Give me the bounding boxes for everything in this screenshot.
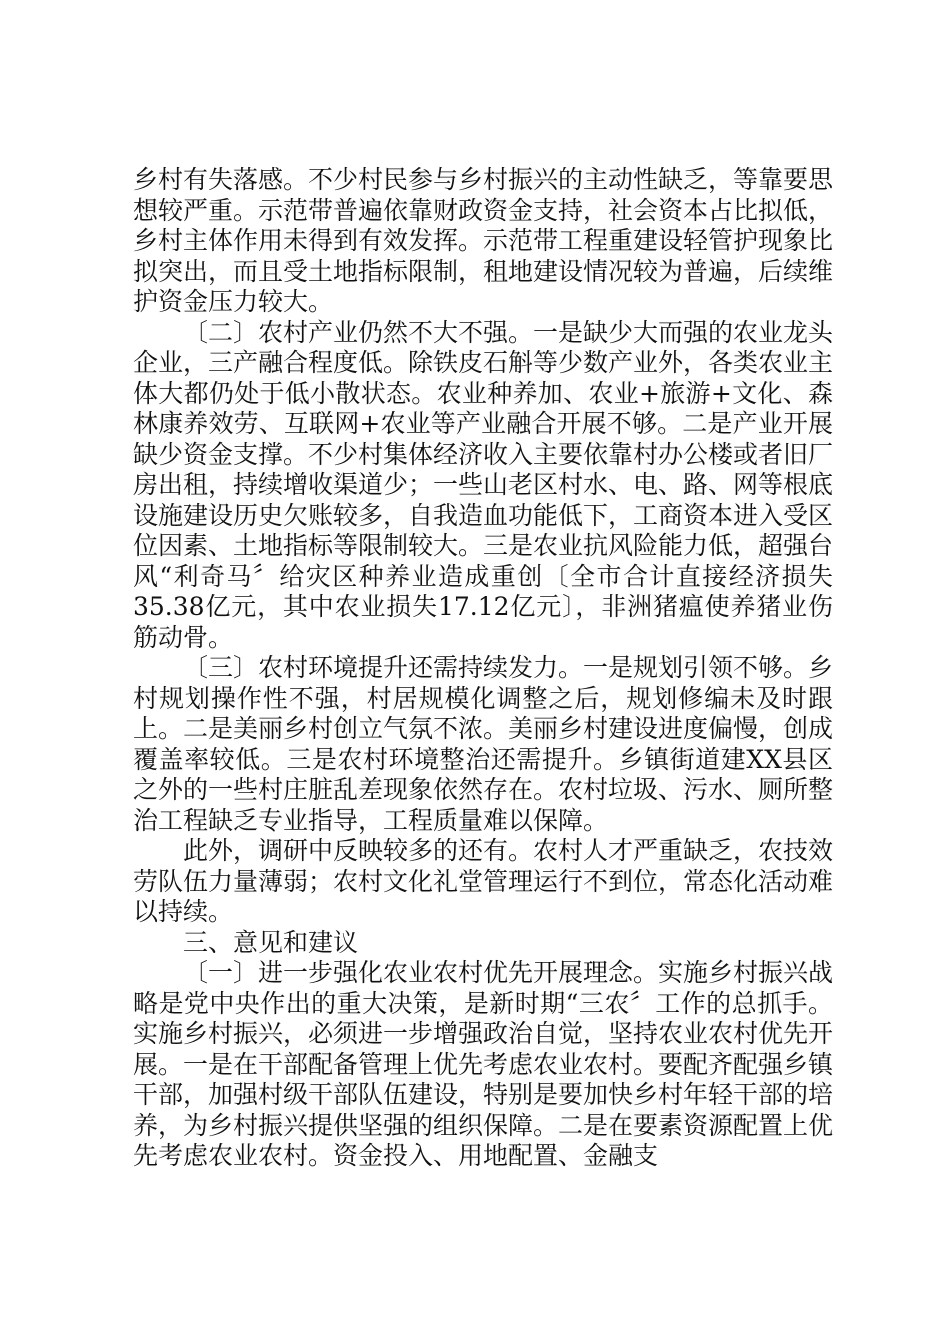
paragraph-section-2: 〔二〕农村产业仍然不大不强。一是缺少大而强的农业龙头企业，三产融合程度低。除铁皮石斛等少数产业外，各类农业主体大都仍处于低小散状态。农业种养加、农业+旅游+文化、森林康养效劳、互联网+农业等产业融合开展不够。二是产业开展缺少资金支撑。不少村集体经济收入主要依靠村办公楼或者旧厂房出租，持续增收渠道少；一些山老区村水、电、路、网等根底设施建设历史欠账较多，自我造血功能低下，工商资本进入受区位因素、土地指标等限制较大。三是农业抗风险能力低，超强台风“利奇马〞给灾区种养业造成重创〔全市合计直接经济损失35.38亿元，其中农业损失17.12亿元〕，非洲猪瘟使养猪业伤筋动骨。 [133,317,834,652]
paragraph-continuation: 乡村有失落感。不少村民参与乡村振兴的主动性缺乏，等靠要思想较严重。示范带普遍依靠财政资金支持，社会资本占比拟低，乡村主体作用未得到有效发挥。示范带工程重建设轻管护现象比拟突出，而且受土地指标限制，租地建设情况较为普遍，后续维护资金压力较大。 [133,165,834,316]
paragraph-additional: 此外，调研中反映较多的还有。农村人才严重缺乏，农技效劳队伍力量薄弱；农村文化礼堂管理运行不到位，常态化活动难以持续。 [133,836,834,926]
paragraph-section-3: 〔三〕农村环境提升还需持续发力。一是规划引领不够。乡村规划操作性不强，村居规模化调整之后，规划修编未及时跟上。二是美丽乡村创立气氛不浓。美丽乡村建设进度偏慢，创成覆盖率较低。三是农村环境整治还需提升。乡镇街道建XX县区之外的一些村庄脏乱差现象依然存在。农村垃圾、污水、厕所整治工程缺乏专业指导，工程质量难以保障。 [133,653,834,835]
document-page [133,165,833,1172]
section-heading: 三、意见和建议 [183,927,359,957]
paragraph-suggestion-1: 〔一〕进一步强化农业农村优先开展理念。实施乡村振兴战略是党中央作出的重大决策，是新时期“三农〞工作的总抓手。实施乡村振兴，必须进一步增强政治自觉，坚持农业农村优先开展。一是在干部配备管理上优先考虑农业农村。要配齐配强乡镇干部，加强村级干部队伍建设，特别是要加快乡村年轻干部的培养，为乡村振兴提供坚强的组织保障。二是在要素资源配置上优先考虑农业农村。资金投入、用地配置、金融支 [133,958,834,1170]
